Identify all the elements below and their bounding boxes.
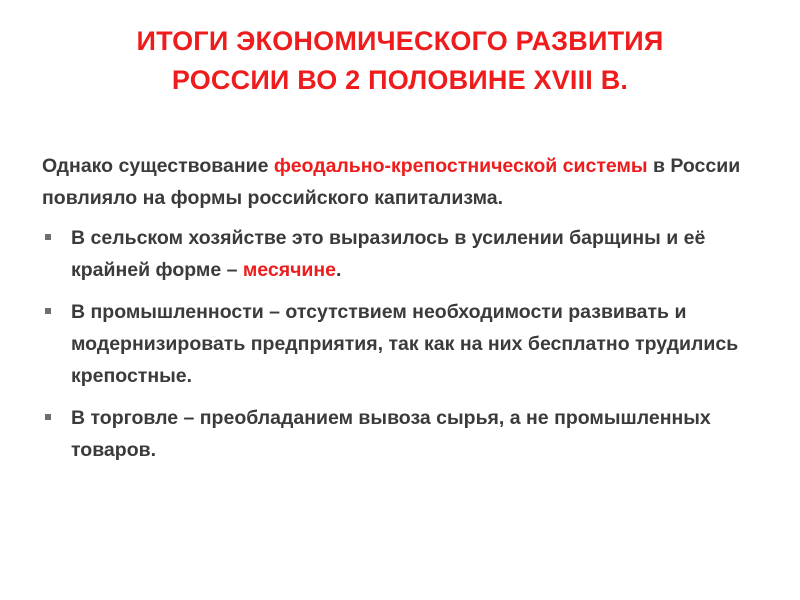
bullet-item-agriculture xyxy=(42,222,762,286)
slide-title-line-2: РОССИИ ВО 2 ПОЛОВИНЕ XVIII В. xyxy=(171,65,629,95)
square-bullet-icon xyxy=(45,234,51,240)
lead-text-before: Однако существование xyxy=(42,155,274,177)
bullet-text: В промышленности – отсутствием необходимости развивать и модернизировать предприятия, так как на них бесплатно трудились крепостные. xyxy=(71,301,739,387)
bullet-item-trade xyxy=(42,402,762,466)
bullet-text: В сельском хозяйстве это выразилось в усилении барщины и её крайней форме – xyxy=(71,227,706,281)
bullet-list xyxy=(42,222,762,466)
bullet-item-industry xyxy=(42,296,762,392)
bullet-text: В торговле – преобладанием вывоза сырья, а не промышленных товаров. xyxy=(71,407,711,461)
slide-body xyxy=(42,150,762,476)
lead-text-after: в России повлияло на формы российского капитализма. xyxy=(42,155,741,209)
bullet-highlight: месячине xyxy=(242,259,337,281)
square-bullet-icon xyxy=(45,308,51,314)
slide-title-line-1: ИТОГИ ЭКОНОМИЧЕСКОГО РАЗВИТИЯ xyxy=(136,26,664,56)
slide-title xyxy=(40,22,760,100)
square-bullet-icon xyxy=(45,414,51,420)
lead-highlight: феодально-крепостнической системы xyxy=(273,155,648,177)
bullet-end: . xyxy=(336,259,342,281)
lead-paragraph xyxy=(42,150,762,214)
